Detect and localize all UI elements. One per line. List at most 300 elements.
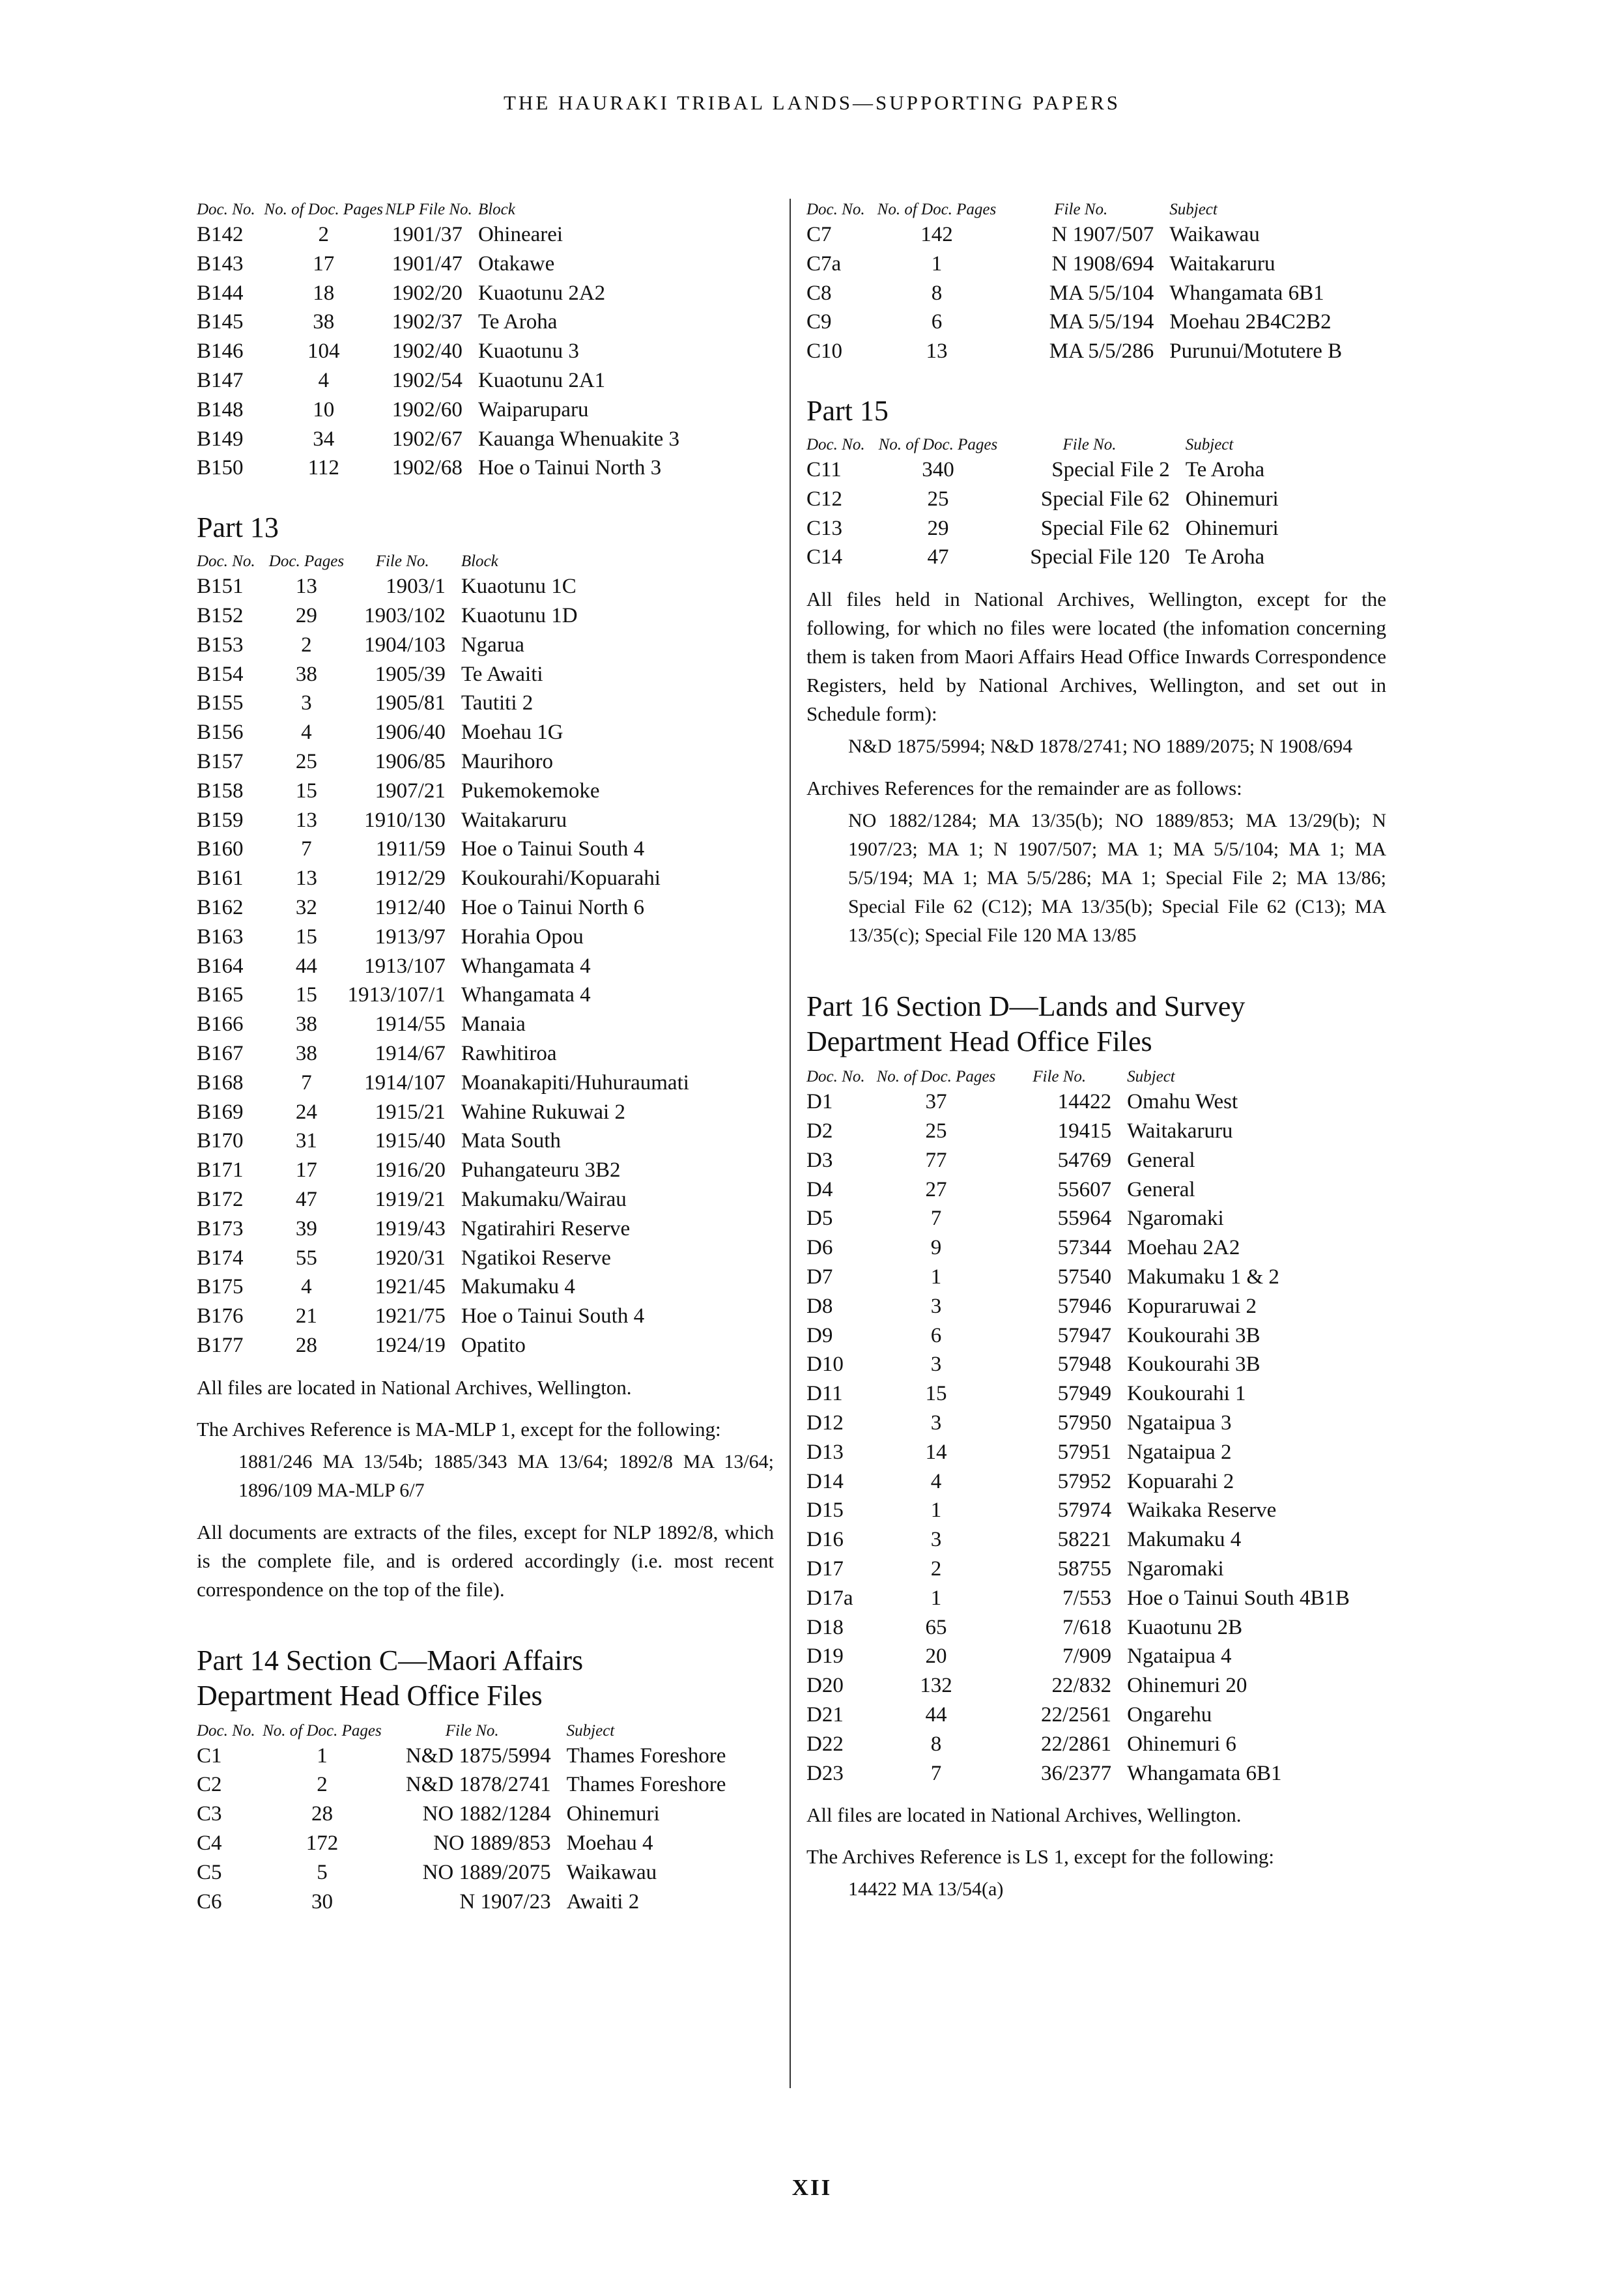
- column-header-doc: Doc. No.: [197, 1721, 255, 1740]
- cell-doc: B163: [197, 925, 244, 949]
- table-row: [806, 1642, 1386, 1671]
- cell-pages: 47: [295, 1187, 317, 1211]
- cell-subject: Thames Foreshore: [566, 1773, 726, 1797]
- cell-subject: Hoe o Tainui North 6: [461, 895, 645, 919]
- table-row: [806, 1263, 1386, 1292]
- cell-doc: D20: [806, 1674, 844, 1698]
- table-row: [806, 1671, 1386, 1700]
- cell-subject: Makumaku/Wairau: [461, 1187, 627, 1211]
- cell-doc: B160: [197, 837, 244, 861]
- table-row: [197, 1272, 774, 1302]
- cell-file: 57950: [1057, 1411, 1112, 1435]
- table-row: [197, 395, 774, 425]
- left-column: [197, 199, 774, 1916]
- cell-subject: Rawhitiroa: [461, 1041, 557, 1065]
- cell-pages: 6: [931, 310, 943, 334]
- cell-doc: B144: [197, 281, 244, 305]
- table-row: [806, 1087, 1386, 1117]
- column-header-file: NLP File No.: [385, 201, 472, 218]
- cell-subject: General: [1127, 1148, 1195, 1172]
- cell-doc: D14: [806, 1469, 844, 1493]
- column-header-file: File No.: [375, 552, 429, 571]
- cell-subject: Whangamata 6B1: [1127, 1761, 1282, 1785]
- table-row: [806, 1233, 1386, 1263]
- cell-doc: D17: [806, 1557, 844, 1581]
- cell-file: 57949: [1057, 1382, 1112, 1406]
- cell-file: 57951: [1057, 1440, 1112, 1464]
- cell-doc: B157: [197, 749, 244, 773]
- cell-subject: Waitakaruru: [461, 808, 567, 832]
- cell-doc: B155: [197, 691, 244, 715]
- cell-pages: 28: [311, 1802, 333, 1826]
- table-row: [197, 1770, 774, 1800]
- cell-doc: B166: [197, 1012, 244, 1037]
- table-row: [197, 1887, 774, 1917]
- table-row: [197, 923, 774, 952]
- part15-title: Part 15: [806, 394, 889, 427]
- cell-pages: 3: [930, 1528, 942, 1552]
- column-header-pages: Doc. Pages: [268, 552, 345, 571]
- cell-file: 22/2861: [1041, 1732, 1112, 1756]
- cell-pages: 38: [295, 1012, 317, 1037]
- cell-file: 54769: [1057, 1148, 1112, 1172]
- cell-file: 1902/37: [392, 310, 463, 334]
- cell-pages: 15: [295, 983, 317, 1007]
- table-row: [806, 1496, 1386, 1525]
- part14-title: [197, 1643, 774, 1714]
- table-row: [806, 1613, 1386, 1643]
- cell-file: 1911/59: [375, 837, 446, 861]
- cell-file: 1902/67: [392, 427, 463, 451]
- cell-subject: Ngataipua 4: [1127, 1644, 1232, 1669]
- cell-subject: Kopuarahi 2: [1127, 1469, 1234, 1493]
- cell-pages: 38: [313, 310, 335, 334]
- cell-doc: B154: [197, 662, 244, 686]
- cell-subject: Whangamata 4: [461, 983, 591, 1007]
- cell-doc: D11: [806, 1382, 843, 1406]
- column-header-subject: Subject: [1185, 435, 1234, 453]
- cell-file: 55964: [1057, 1207, 1112, 1231]
- cell-file: 1919/21: [375, 1187, 446, 1211]
- cell-pages: 3: [301, 691, 312, 715]
- table-header-row: [197, 1720, 774, 1742]
- cell-subject: Ohinemuri: [1185, 487, 1279, 511]
- cell-file: 1902/54: [392, 368, 463, 392]
- cell-subject: Otakawe: [477, 251, 555, 276]
- part15-note1: All files held in National Archives, Wellington, except for the following, for which no files were located (the infomation concerning them is taken from Maori Affairs Head Office Inwards Correspondence Registers, held by National Archives, Wellington, and set out in Schedule form):: [806, 588, 1386, 726]
- cell-subject: Purunui/Motutere B: [1169, 339, 1343, 364]
- cell-doc: B152: [197, 603, 244, 627]
- cell-pages: 142: [920, 223, 953, 246]
- cell-subject: Kuaotunu 2B: [1127, 1615, 1243, 1639]
- table-row: [197, 308, 774, 337]
- cell-pages: 1: [931, 251, 943, 276]
- table-row: [197, 660, 774, 689]
- cell-pages: 2: [301, 633, 312, 657]
- cell-doc: C5: [197, 1860, 222, 1884]
- cell-file: 1902/40: [392, 339, 463, 364]
- cell-file: 57344: [1057, 1236, 1112, 1260]
- cell-subject: Kuaotunu 2A2: [477, 281, 606, 305]
- cell-subject: Whangamata 4: [461, 954, 591, 978]
- page-folio: XII: [791, 2175, 833, 2200]
- cell-pages: 4: [318, 368, 329, 392]
- column-header-subject: Block: [477, 201, 515, 218]
- table-row: [806, 543, 1386, 572]
- cell-subject: Ngaromaki: [1127, 1207, 1224, 1231]
- cell-subject: Ohinemuri 6: [1127, 1732, 1236, 1756]
- cell-subject: Ohinemuri: [566, 1802, 660, 1826]
- cell-file: Special File 2: [1051, 457, 1170, 481]
- cell-pages: 8: [931, 281, 943, 305]
- cell-file: 1904/103: [364, 633, 446, 657]
- cell-subject: Koukourahi 1: [1127, 1382, 1246, 1406]
- cell-file: 55607: [1057, 1177, 1112, 1201]
- cell-doc: C9: [806, 310, 832, 334]
- cell-doc: B147: [197, 368, 244, 392]
- cell-file: 1913/97: [375, 925, 446, 949]
- cell-doc: D15: [806, 1499, 844, 1523]
- cell-subject: Kopuraruwai 2: [1127, 1294, 1257, 1318]
- cell-doc: D3: [806, 1148, 833, 1172]
- table-header-row: [197, 551, 774, 572]
- table-row: [197, 250, 774, 279]
- column-header-file: File No.: [445, 1721, 499, 1740]
- column-header-doc: Doc. No.: [197, 201, 255, 218]
- table-row: [806, 1321, 1386, 1351]
- part15-note2: Archives References for the remainder are as follows:: [806, 777, 1242, 800]
- column-header-pages: No. of Doc. Pages: [263, 1721, 382, 1740]
- cell-doc: B164: [197, 954, 244, 978]
- cell-subject: Te Aroha: [477, 310, 558, 334]
- table-row: [197, 777, 774, 806]
- cell-doc: D16: [806, 1528, 844, 1552]
- cell-file: 1903/102: [364, 603, 446, 627]
- cell-file: 1916/20: [375, 1158, 446, 1183]
- cell-pages: 7: [930, 1761, 942, 1785]
- table-row: [197, 1829, 774, 1858]
- cell-pages: 13: [926, 339, 948, 364]
- cell-file: 1920/31: [375, 1246, 446, 1270]
- cell-subject: Tautiti 2: [461, 691, 534, 715]
- cell-subject: Koukourahi 3B: [1127, 1353, 1261, 1377]
- cell-pages: 20: [925, 1644, 947, 1669]
- table-row: [197, 1069, 774, 1098]
- column-header-file: File No.: [1062, 435, 1117, 453]
- cell-doc: C13: [806, 516, 843, 540]
- cell-file: 1912/40: [375, 895, 446, 919]
- cell-subject: Ngatirahiri Reserve: [461, 1216, 631, 1241]
- cell-subject: Waitakaruru: [1169, 251, 1275, 276]
- cell-file: 1901/47: [392, 251, 463, 276]
- table-row: [806, 279, 1386, 308]
- table-row: [197, 893, 774, 923]
- cell-doc: D22: [806, 1732, 844, 1756]
- cell-subject: Ohinemuri 20: [1127, 1674, 1247, 1698]
- column-header-pages: No. of Doc. Pages: [876, 1068, 996, 1086]
- cell-doc: B156: [197, 721, 244, 745]
- cell-doc: B158: [197, 779, 244, 803]
- column-header-file: File No.: [1054, 201, 1108, 218]
- cell-pages: 30: [311, 1889, 333, 1914]
- part16-title-line2: Department Head Office Files: [806, 1026, 1152, 1058]
- table-row: [806, 1204, 1386, 1233]
- table-row: [197, 572, 774, 601]
- table-row: [806, 1350, 1386, 1379]
- cell-subject: Kuaotunu 2A1: [477, 368, 606, 392]
- cell-doc: D13: [806, 1440, 844, 1464]
- cell-doc: C2: [197, 1773, 222, 1797]
- table-header-row: [806, 1066, 1386, 1087]
- cell-pages: 340: [922, 457, 954, 481]
- column-header-doc: Doc. No.: [806, 435, 865, 453]
- cell-doc: B165: [197, 983, 244, 1007]
- cell-doc: D8: [806, 1294, 833, 1318]
- cell-file: 1902/68: [392, 456, 463, 480]
- cell-pages: 55: [295, 1246, 317, 1270]
- table-row: [197, 1185, 774, 1214]
- table-row: [806, 1175, 1386, 1205]
- table-row: [197, 220, 774, 250]
- table-row: [806, 1409, 1386, 1438]
- table-row: [197, 279, 774, 308]
- cell-pages: 77: [925, 1148, 947, 1172]
- cell-file: 1907/21: [375, 779, 446, 803]
- cell-file: 57974: [1057, 1499, 1112, 1523]
- cell-doc: B171: [197, 1158, 244, 1183]
- cell-file: 14422: [1057, 1090, 1112, 1114]
- cell-subject: Koukourahi/Kopuarahi: [461, 867, 661, 891]
- part13-note1: All files are located in National Archives, Wellington.: [197, 1375, 632, 1399]
- cell-pages: 44: [925, 1702, 947, 1727]
- cell-doc: B174: [197, 1246, 244, 1270]
- cell-pages: 29: [927, 516, 949, 540]
- cell-subject: Waikawau: [1169, 223, 1260, 246]
- cell-pages: 10: [313, 397, 335, 422]
- running-head: THE HAURAKI TRIBAL LANDS—SUPPORTING PAPERS: [504, 91, 1120, 114]
- cell-pages: 1: [930, 1499, 942, 1523]
- table-row: [806, 514, 1386, 543]
- cell-subject: Ngataipua 3: [1127, 1411, 1232, 1435]
- table-header-row: [197, 199, 774, 220]
- cell-doc: B172: [197, 1187, 244, 1211]
- cell-file: N&D 1875/5994: [405, 1743, 551, 1768]
- cell-pages: 8: [930, 1732, 942, 1756]
- cell-pages: 4: [301, 1275, 312, 1299]
- cell-subject: Ohinearei: [477, 223, 563, 246]
- cell-file: NO 1889/2075: [422, 1860, 551, 1884]
- cell-doc: D10: [806, 1353, 844, 1377]
- cell-pages: 37: [925, 1090, 947, 1114]
- cell-pages: 1: [930, 1265, 942, 1289]
- cell-subject: Kuaotunu 3: [477, 339, 579, 364]
- table-row: [197, 689, 774, 718]
- cell-doc: B176: [197, 1304, 244, 1328]
- cell-file: NO 1889/853: [433, 1831, 551, 1856]
- cell-pages: 13: [295, 575, 317, 599]
- cell-pages: 5: [317, 1860, 328, 1884]
- cell-subject: Mata South: [461, 1129, 561, 1153]
- cell-doc: D5: [806, 1207, 833, 1231]
- cell-pages: 104: [307, 339, 340, 364]
- cell-pages: 15: [295, 925, 317, 949]
- cell-subject: Ohinemuri: [1185, 516, 1279, 540]
- cell-pages: 34: [313, 427, 335, 451]
- cell-subject: Waikaka Reserve: [1127, 1499, 1277, 1523]
- cell-file: 1912/29: [375, 867, 446, 891]
- cell-file: 7/618: [1062, 1615, 1112, 1639]
- cell-pages: 18: [313, 281, 335, 305]
- cell-subject: Pukemokemoke: [461, 779, 600, 803]
- cell-file: N 1908/694: [1051, 251, 1154, 276]
- cell-file: 1924/19: [375, 1333, 446, 1357]
- table-row: [197, 1156, 774, 1185]
- cell-file: 7/553: [1062, 1586, 1112, 1610]
- cell-file: MA 5/5/286: [1049, 339, 1154, 364]
- column-header-subject: Subject: [1169, 201, 1218, 218]
- table-row: [806, 1467, 1386, 1497]
- part13-note2: The Archives Reference is MA-MLP 1, except for the following:: [197, 1417, 721, 1441]
- table-row: [806, 1730, 1386, 1759]
- cell-doc: D19: [806, 1644, 844, 1669]
- table-row: [806, 1700, 1386, 1730]
- cell-subject: Ngatikoi Reserve: [461, 1246, 611, 1270]
- cell-subject: Te Aroha: [1185, 457, 1265, 481]
- cell-subject: Moehau 2B4C2B2: [1169, 310, 1332, 334]
- cell-subject: Waitakaruru: [1127, 1119, 1233, 1143]
- table-row: [806, 1292, 1386, 1321]
- table-row: [197, 952, 774, 981]
- table-row: [806, 220, 1386, 250]
- cell-file: 58755: [1057, 1557, 1112, 1581]
- part13-note3: All documents are extracts of the files, except for NLP 1892/8, which is the complete file, and is ordered accordingly (i.e. most recent correspondence on the top of the file).: [197, 1520, 774, 1601]
- table-row: [806, 1759, 1386, 1788]
- column-header-doc: Doc. No.: [197, 552, 255, 571]
- cell-doc: C7a: [806, 251, 842, 276]
- cell-pages: 38: [295, 662, 317, 686]
- cell-file: 1913/107/1: [347, 983, 446, 1007]
- cell-pages: 6: [930, 1323, 942, 1347]
- cell-pages: 44: [295, 954, 317, 978]
- cell-pages: 28: [295, 1333, 317, 1357]
- cell-doc: B143: [197, 251, 244, 276]
- cell-pages: 14: [925, 1440, 947, 1464]
- column-header-doc: Doc. No.: [806, 1068, 865, 1086]
- cell-doc: C1: [197, 1743, 222, 1768]
- part14-title-line2: Department Head Office Files: [197, 1679, 543, 1712]
- cell-subject: Ngarua: [461, 633, 524, 657]
- cell-subject: Omahu West: [1127, 1090, 1238, 1114]
- cell-doc: B173: [197, 1216, 244, 1241]
- cell-file: 1906/40: [375, 721, 446, 745]
- cell-file: 1902/60: [392, 397, 463, 422]
- cell-file: Special File 62: [1040, 516, 1170, 540]
- column-header-subject: Subject: [1127, 1068, 1175, 1086]
- cell-doc: D18: [806, 1615, 844, 1639]
- cell-pages: 4: [930, 1469, 942, 1493]
- cell-subject: Moehau 4: [566, 1831, 653, 1856]
- table-row: [806, 1584, 1386, 1613]
- cell-doc: D21: [806, 1702, 844, 1727]
- cell-doc: B161: [197, 867, 244, 891]
- table-row: [806, 1146, 1386, 1175]
- cell-pages: 31: [295, 1129, 317, 1153]
- cell-file: 1905/39: [375, 662, 446, 686]
- cell-doc: D2: [806, 1119, 833, 1143]
- c-table-top: [806, 199, 1386, 366]
- cell-doc: D23: [806, 1761, 844, 1785]
- cell-file: 1906/85: [375, 749, 446, 773]
- cell-file: 1921/45: [375, 1275, 446, 1299]
- cell-file: 57947: [1057, 1323, 1112, 1347]
- cell-pages: 9: [930, 1236, 942, 1260]
- cell-subject: Waiparuparu: [477, 397, 589, 422]
- cell-subject: Opatito: [461, 1333, 526, 1357]
- table-row: [197, 1800, 774, 1829]
- table-row: [197, 425, 774, 454]
- table-row: [806, 455, 1386, 485]
- cell-file: MA 5/5/194: [1049, 310, 1154, 334]
- cell-doc: D12: [806, 1411, 844, 1435]
- cell-file: 1915/40: [375, 1129, 446, 1153]
- cell-file: N&D 1878/2741: [405, 1773, 551, 1797]
- cell-subject: Waikawau: [566, 1860, 657, 1884]
- part14-title-line1: Part 14 Section C—Maori Affairs: [197, 1644, 584, 1676]
- table-row: [197, 747, 774, 777]
- part15-note1-list: N&D 1875/5994; N&D 1878/2741; NO 1889/2075; N 1908/694: [848, 736, 1353, 758]
- cell-subject: Te Aroha: [1185, 545, 1265, 569]
- cell-file: 57540: [1057, 1265, 1112, 1289]
- cell-file: 1915/21: [375, 1100, 446, 1124]
- cell-doc: D9: [806, 1323, 833, 1347]
- cell-pages: 2: [930, 1557, 942, 1581]
- cell-pages: 132: [920, 1674, 952, 1698]
- cell-subject: Te Awaiti: [461, 662, 543, 686]
- cell-pages: 7: [301, 837, 312, 861]
- cell-file: 1921/75: [375, 1304, 446, 1328]
- table-row: [806, 1438, 1386, 1467]
- cell-doc: C3: [197, 1802, 222, 1826]
- cell-subject: Thames Foreshore: [566, 1743, 726, 1768]
- table-row: [806, 1525, 1386, 1555]
- cell-pages: 47: [927, 545, 949, 569]
- cell-subject: Hoe o Tainui South 4: [461, 837, 645, 861]
- cell-pages: 1: [930, 1586, 942, 1610]
- table-row: [197, 1098, 774, 1127]
- cell-pages: 17: [295, 1158, 317, 1183]
- cell-subject: Makumaku 4: [1127, 1528, 1242, 1552]
- cell-pages: 25: [295, 749, 317, 773]
- cell-file: 1902/20: [392, 281, 463, 305]
- cell-pages: 112: [307, 456, 339, 480]
- cell-doc: B142: [197, 223, 244, 246]
- cell-file: Special File 120: [1030, 545, 1170, 569]
- part16-title: [806, 989, 1386, 1059]
- column-header-subject: Subject: [566, 1721, 615, 1740]
- cell-doc: C6: [197, 1889, 222, 1914]
- cell-subject: General: [1127, 1177, 1195, 1201]
- table-row: [197, 806, 774, 835]
- cell-doc: B145: [197, 310, 244, 334]
- table-row: [806, 308, 1386, 337]
- table-row: [197, 1126, 774, 1156]
- part16-table: [806, 1066, 1386, 1788]
- cell-subject: Kuaotunu 1D: [461, 603, 578, 627]
- cell-file: 1910/130: [364, 808, 446, 832]
- table-row: [806, 485, 1386, 514]
- cell-doc: D6: [806, 1236, 833, 1260]
- cell-doc: B169: [197, 1100, 244, 1124]
